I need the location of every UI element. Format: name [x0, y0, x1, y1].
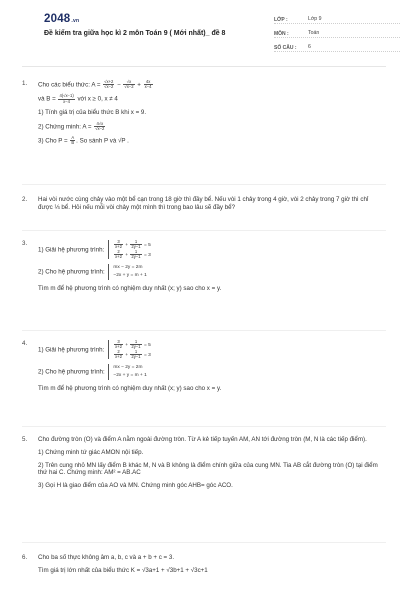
header-divider [22, 66, 386, 67]
question-6: 6. Cho ba số thực không âm a, b, c và a + b + c = 3. Tìm giá trị lớn nhất của biểu thức K = √3a+1 + √3b+1 + √3c+1 [22, 554, 382, 580]
question-separator [22, 330, 386, 331]
q1-intro: Cho các biểu thức: A = $\frac{√x+2}{√x-2}$ − $\frac{√x}{√x-2}$ + $\frac{4x}{x-4}$ [38, 79, 152, 90]
q4-part-3: Tìm m để hệ phương trình có nghiệm duy nhất (x; y) sao cho x = y. [38, 384, 222, 392]
q1-part-3: 3) Cho P = $\frac{A}{B}$ . So sánh P và √P . [38, 134, 129, 146]
q1-part-1: 1) Tính giá trị của biểu thức B khi x = 9. [38, 108, 147, 116]
question-1: 1. Cho các biểu thức: A = $\frac{√x+2}{√x-2}$ − $\frac{√x}{√x-2}$ + $\frac{4x}{x-4}$ và B = $\frac{4(√x-1)}{x-4}$ với x ≥ 0, x ≠ 4 1) Tính giá trị của biểu thức B khi x = 9. 2) Chứng minh: A = $\frac{4√x}{√x-2}$ 3) Cho P = $\frac{A}{B}$ . So sánh P và √P . [22, 80, 382, 150]
site-logo[interactable]: 2048.vn [44, 13, 80, 25]
q4-part-1: 1) Giải hệ phương trình: $\frac{3}{x+2}$ + $\frac{1}{2y-1}$ = 5 $\frac{2}{x+2}$ + $\frac{1}{2y-1}$ = 3 [38, 339, 151, 359]
question-2: 2. Hai vòi nước cùng chảy vào một bể cạn trong 18 giờ thì đầy bể. Nếu vòi 1 chảy trong 4 giờ, vòi 2 chảy trong 7 giờ thì chỉ được ⅓ bể. Hỏi nếu mỗi vòi chảy một mình thì trong bao lâu sẽ đầy bể? [22, 196, 382, 217]
q1-part-2: 2) Chứng minh: A = $\frac{4√x}{√x-2}$ [38, 120, 105, 131]
q4-part-2: 2) Cho hệ phương trình: mx − 2y = 2m −2x + y = m + 1 [38, 365, 147, 378]
question-4: 4. 1) Giải hệ phương trình: $\frac{3}{x+2}$ + $\frac{1}{2y-1}$ = 5 $\frac{2}{x+2}$ + $\frac{1}{2y-1}$ = 3 2) Cho hệ phương trình: mx − 2y = 2m −2x + y = m + 1 Tìm m để hệ phương trình có nghiệm duy nhất (x; y) sao cho x = y. [22, 340, 382, 397]
meta-class: LỚP : Lớp 9 [274, 12, 400, 24]
q1-b-expr: và B = $\frac{4(√x-1)}{x-4}$ với x ≥ 0, x ≠ 4 [38, 93, 118, 104]
meta-subject: MÔN : Toán [274, 26, 400, 38]
q5-part-1: 1) Chứng minh tứ giác AMON nội tiếp. [38, 448, 144, 456]
q3-part-1: 1) Giải hệ phương trình: $\frac{3}{x+2}$ + $\frac{1}{2y-1}$ = 5 $\frac{2}{x+2}$ + $\frac{1}{2y-1}$ = 3 [38, 239, 151, 259]
question-separator [22, 184, 386, 185]
q5-text: Cho đường tròn (O) và điểm A nằm ngoài đường tròn. Từ A kẻ tiếp tuyến AM, AN tới đường tròn (M, N là các tiếp điểm). [38, 436, 367, 443]
question-separator [22, 542, 386, 543]
q2-text: Hai vòi nước cùng chảy vào một bể cạn trong 18 giờ thì đầy bể. Nếu vòi 1 chảy trong 4 giờ, vòi 2 chảy trong 7 giờ thì chỉ được ⅓ bể. Hỏi nếu mỗi vòi chảy một mình thì trong bao lâu sẽ đầy bể? [38, 196, 369, 211]
q3-part-3: Tìm m để hệ phương trình có nghiệm duy nhất (x; y) sao cho x = y. [38, 284, 222, 292]
exam-meta [274, 12, 400, 54]
question-3: 3. 1) Giải hệ phương trình: $\frac{3}{x+2}$ + $\frac{1}{2y-1}$ = 5 $\frac{2}{x+2}$ + $\frac{1}{2y-1}$ = 3 2) Cho hệ phương trình: mx − 2y = 2m −2x + y = m + 1 Tìm m để hệ phương trình có nghiệm duy nhất (x; y) sao cho x = y. [22, 240, 382, 297]
exam-title: Đề kiểm tra giữa học kì 2 môn Toán 9 ( Mới nhất)_ đề 8 [44, 30, 226, 37]
question-5: 5. Cho đường tròn (O) và điểm A nằm ngoài đường tròn. Từ A kẻ tiếp tuyến AM, AN tới đường tròn (M, N là các tiếp điểm). 1) Chứng minh tứ giác AMON nội tiếp. 2) Trên cung nhỏ MN lấy điểm B khác M, N và B không là điểm chính giữa của cung MN. Tia AB cắt đường tròn (O) tại điểm thứ hai C. Chứng minh: AM² = AB.AC 3) Gọi H là giao điểm của AO và MN. Chứng minh góc AHB= góc ACO. [22, 436, 382, 495]
q6-text: Cho ba số thực không âm a, b, c và a + b + c = 3. [38, 554, 175, 561]
meta-question-count: SỐ CÂU : 6 [274, 40, 400, 52]
q6-part-1: Tìm giá trị lớn nhất của biểu thức K = √3a+1 + √3b+1 + √3c+1 [38, 566, 208, 574]
q5-part-2: 2) Trên cung nhỏ MN lấy điểm B khác M, N và B không là điểm chính giữa của cung MN. Tia AB cắt đường tròn (O) tại điểm thứ hai C. Chứng minh: AM² = AB.AC [38, 461, 378, 477]
q3-part-2: 2) Cho hệ phương trình: mx − 2y = 2m −2x + y = m + 1 [38, 265, 147, 278]
question-separator [22, 426, 386, 427]
question-separator [22, 230, 386, 231]
page-header [22, 0, 386, 58]
q5-part-3: 3) Gọi H là giao điểm của AO và MN. Chứng minh góc AHB= góc ACO. [38, 482, 233, 489]
